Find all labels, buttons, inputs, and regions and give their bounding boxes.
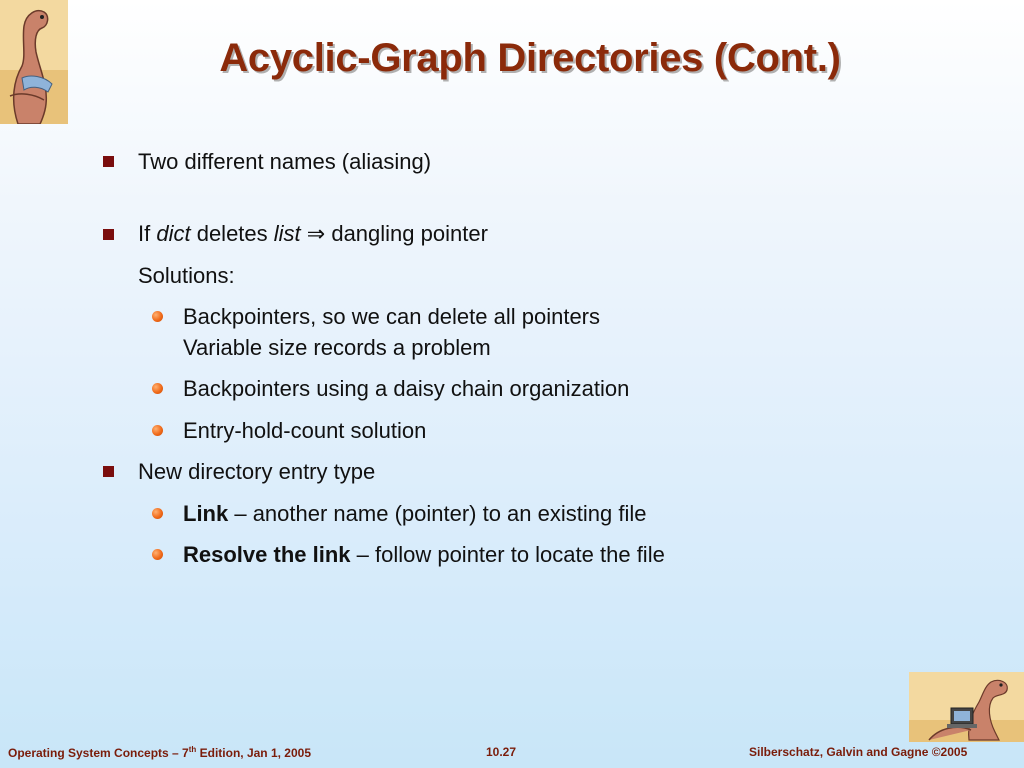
footer-book-title: [8, 745, 311, 760]
bullet-dangling-pointer: [138, 221, 488, 247]
square-bullet-icon: [103, 466, 114, 477]
round-bullet-icon: [152, 311, 163, 322]
term-list: list: [273, 221, 301, 246]
round-bullet-icon: [152, 383, 163, 394]
footer-copyright: Silberschatz, Galvin and Gagne ©2005: [749, 745, 968, 759]
solution-backpointers-note: Variable size records a problem: [183, 335, 491, 360]
bullet-new-entry-type: New directory entry type: [138, 459, 376, 484]
solution-daisy-chain: Backpointers using a daisy chain organization: [183, 376, 630, 401]
link-definition: – another name (pointer) to an existing file: [228, 501, 647, 526]
solutions-label: Solutions:: [138, 263, 235, 288]
bullet-dangling-tail: dangling pointer: [331, 221, 488, 246]
entry-type-link: [183, 501, 646, 527]
bullet-dangling-mid: deletes: [190, 221, 274, 246]
bullet-aliasing: Two different names (aliasing): [138, 149, 432, 174]
square-bullet-icon: [103, 229, 114, 240]
round-bullet-icon: [152, 549, 163, 560]
solution-backpointers: Backpointers, so we can delete all pointers: [183, 304, 601, 329]
entry-type-resolve: [183, 542, 665, 568]
footer-book-suffix: Edition, Jan 1, 2005: [196, 746, 312, 760]
round-bullet-icon: [152, 425, 163, 436]
footer-book-prefix: Operating System Concepts – 7: [8, 746, 189, 760]
term-link: Link: [183, 501, 229, 526]
footer-edition-sup: th: [188, 745, 197, 754]
term-dict: dict: [156, 221, 191, 246]
round-bullet-icon: [152, 508, 163, 519]
footer-slide-number: 10.27: [486, 745, 517, 759]
slide-title: Acyclic-Graph Directories (Cont.): [219, 36, 841, 80]
term-resolve-link: Resolve the link: [183, 542, 351, 567]
bullet-dangling-prefix: If: [138, 221, 157, 246]
square-bullet-icon: [103, 156, 114, 167]
solution-entry-hold-count: Entry-hold-count solution: [183, 418, 427, 443]
implies-arrow-icon: ⇒: [300, 221, 332, 246]
resolve-definition: – follow pointer to locate the file: [350, 542, 665, 567]
